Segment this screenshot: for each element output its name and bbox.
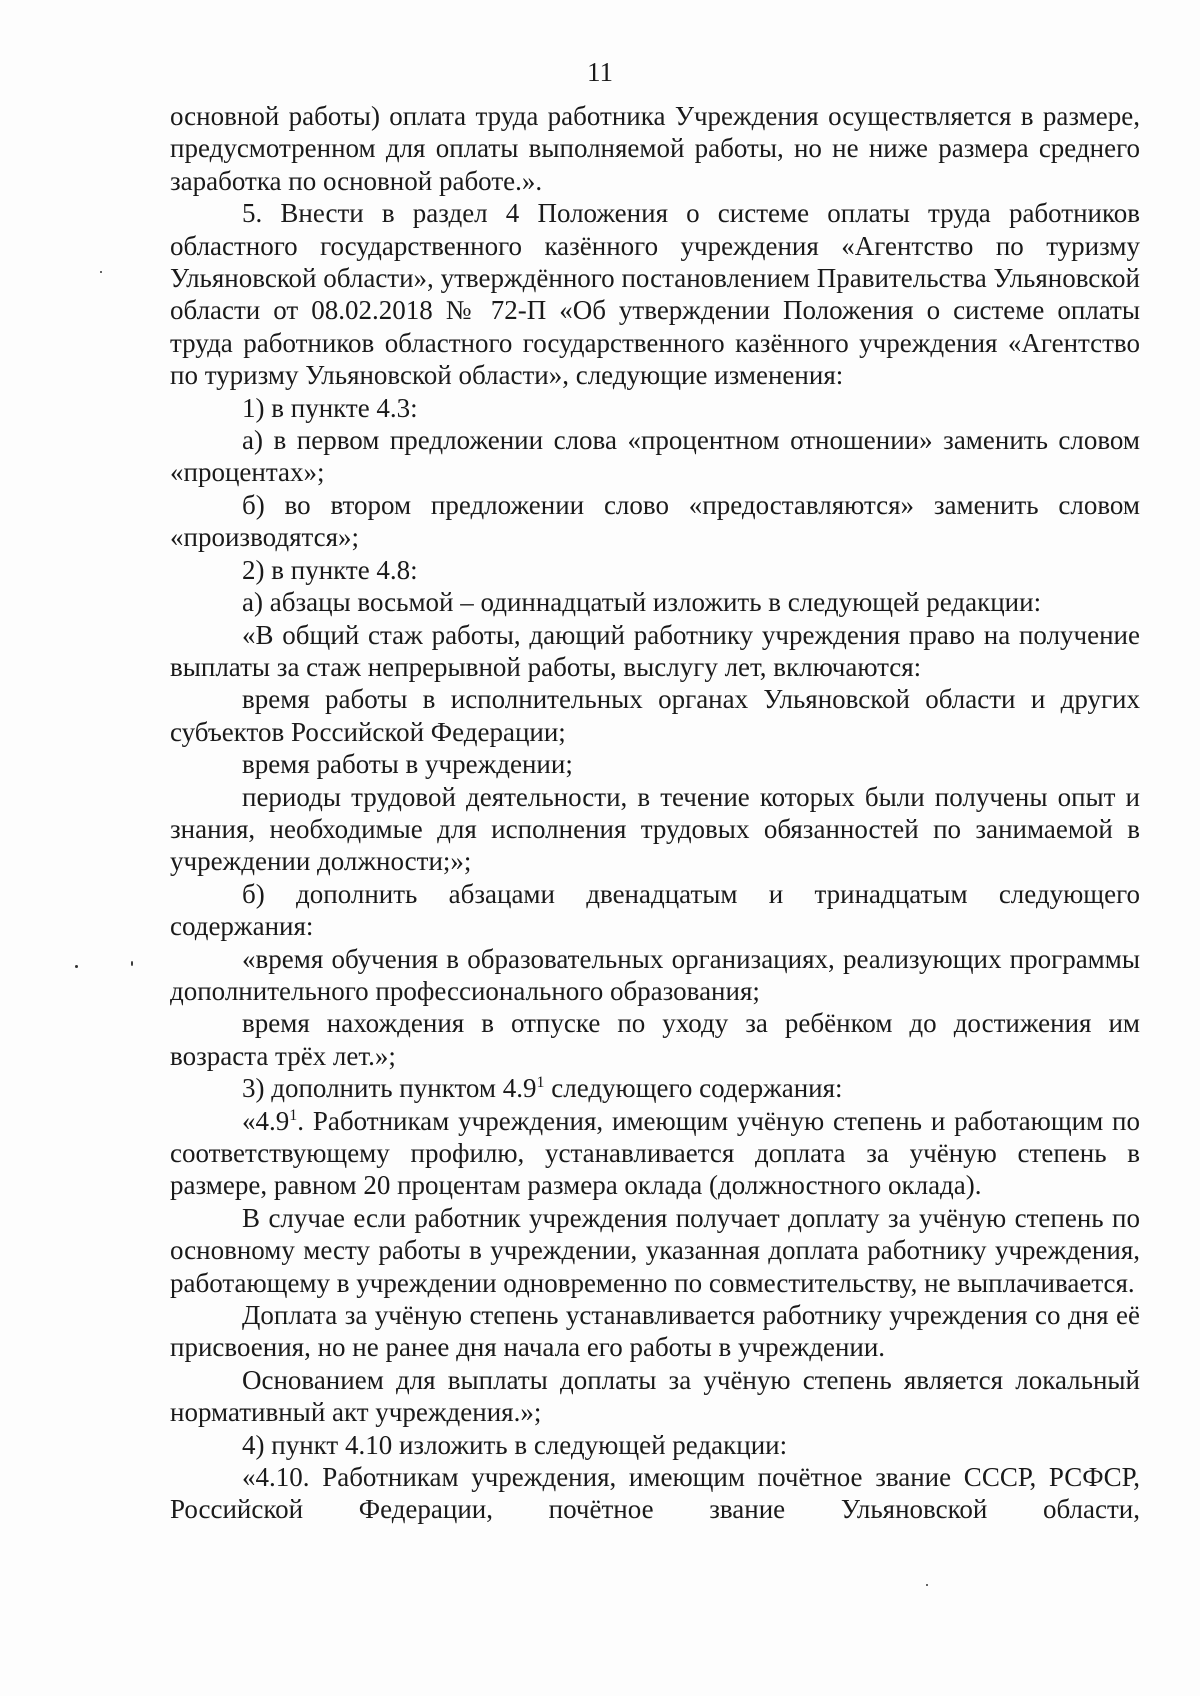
page-number: 11 [587,57,613,87]
paragraph-1: основной работы) оплата труда работника Учреждения осуществляется в размере, предусмотренном для оплаты выполняемой работы, но не ниже размера среднего заработка по основной работе.». [170,101,1140,196]
scan-speck [100,271,102,273]
paragraph-8: «В общий стаж работы, дающий работнику учреждения право на получение выплаты за стаж непрерывной работы, выслугу лет, включаются: [170,619,1140,682]
paragraph-16-text-end: . Работникам учреждения, имеющим учёную степень и работающим по соответствующему профилю, устанавливается доплата за учёную степень в размере, равном 20 процентам размера оклада (должностного оклада). [170,1105,1140,1201]
paragraph-12: б) дополнить абзацами двенадцатым и тринадцатым следующего содержания: [170,878,1140,942]
paragraph-17: В случае если работник учреждения получает доплату за учёную степень по основному месту работы в учреждении, указанная доплата работнику учреждения, работающему в учреждении одновременно по совместительству, не выплачивается. [170,1202,1140,1298]
paragraph-15-text-start: 3) дополнить пунктом 4.9 [242,1073,537,1104]
paragraph-3: 1) в пункте 4.3: [242,392,418,423]
paragraph-9: время работы в исполнительных органах Ульяновской области и других субъектов Российской Федерации; [170,684,1140,747]
paragraph-16-text-start: «4.9 [242,1105,290,1136]
paragraph-21: «4.10. Работникам учреждения, имеющим почётное звание СССР, РСФСР, Российской Федерации, почётное звание Ульяновской области, [170,1462,1140,1525]
paragraph-18: Доплата за учёную степень устанавливается работнику учреждения со дня её присвоения, но не ранее дня начала его работы в учреждении. [170,1300,1140,1363]
paragraph-7: а) абзацы восьмой – одиннадцатый изложить в следующей редакции: [242,587,1042,618]
scan-speck [131,961,133,966]
paragraph-20: 4) пункт 4.10 изложить в следующей редакции: [242,1429,788,1460]
paragraph-4: а) в первом предложении слова «процентном отношении» заменить словом «процентах»; [170,425,1140,488]
paragraph-6: 2) в пункте 4.8: [242,554,418,585]
scan-speck [926,1584,928,1586]
paragraph-5: б) во втором предложении слово «предоставляются» заменить словом «производятся»; [170,489,1140,553]
paragraph-11: периоды трудовой деятельности, в течение которых были получены опыт и знания, необходимые для исполнения трудовых обязанностей по занимаемой в учреждении должности;»; [170,781,1140,877]
paragraph-13: «время обучения в образовательных организациях, реализующих программы дополнительного профессионального образования; [170,943,1140,1006]
paragraph-16 [170,1105,1140,1202]
paragraph-15-text-end: следующего содержания: [544,1073,843,1104]
paragraph-15-superscript: 1 [536,1074,545,1092]
document-body [170,100,1140,1526]
paragraph-15 [170,1072,1140,1104]
paragraph-16-superscript: 1 [289,1106,298,1124]
paragraph-2: 5. Внести в раздел 4 Положения о системе оплаты труда работников областного государственного казённого учреждения «Агентство по туризму Ульяновской области», утверждённого постановлением Правительства Ульяновской области от 08.02.2018 № 72-П «Об утверждении Положения о системе оплаты труда работников областного государственного казённого учреждения «Агентство по туризму Ульяновской области», следующие изменения: [170,198,1140,391]
paragraph-14: время нахождения в отпуске по уходу за ребёнком до достижения им возраста трёх лет.»; [170,1008,1140,1071]
scan-speck [75,965,78,968]
paragraph-10: время работы в учреждении; [242,749,573,780]
paragraph-19: Основанием для выплаты доплаты за учёную степень является локальный нормативный акт учреждения.»; [170,1364,1140,1428]
